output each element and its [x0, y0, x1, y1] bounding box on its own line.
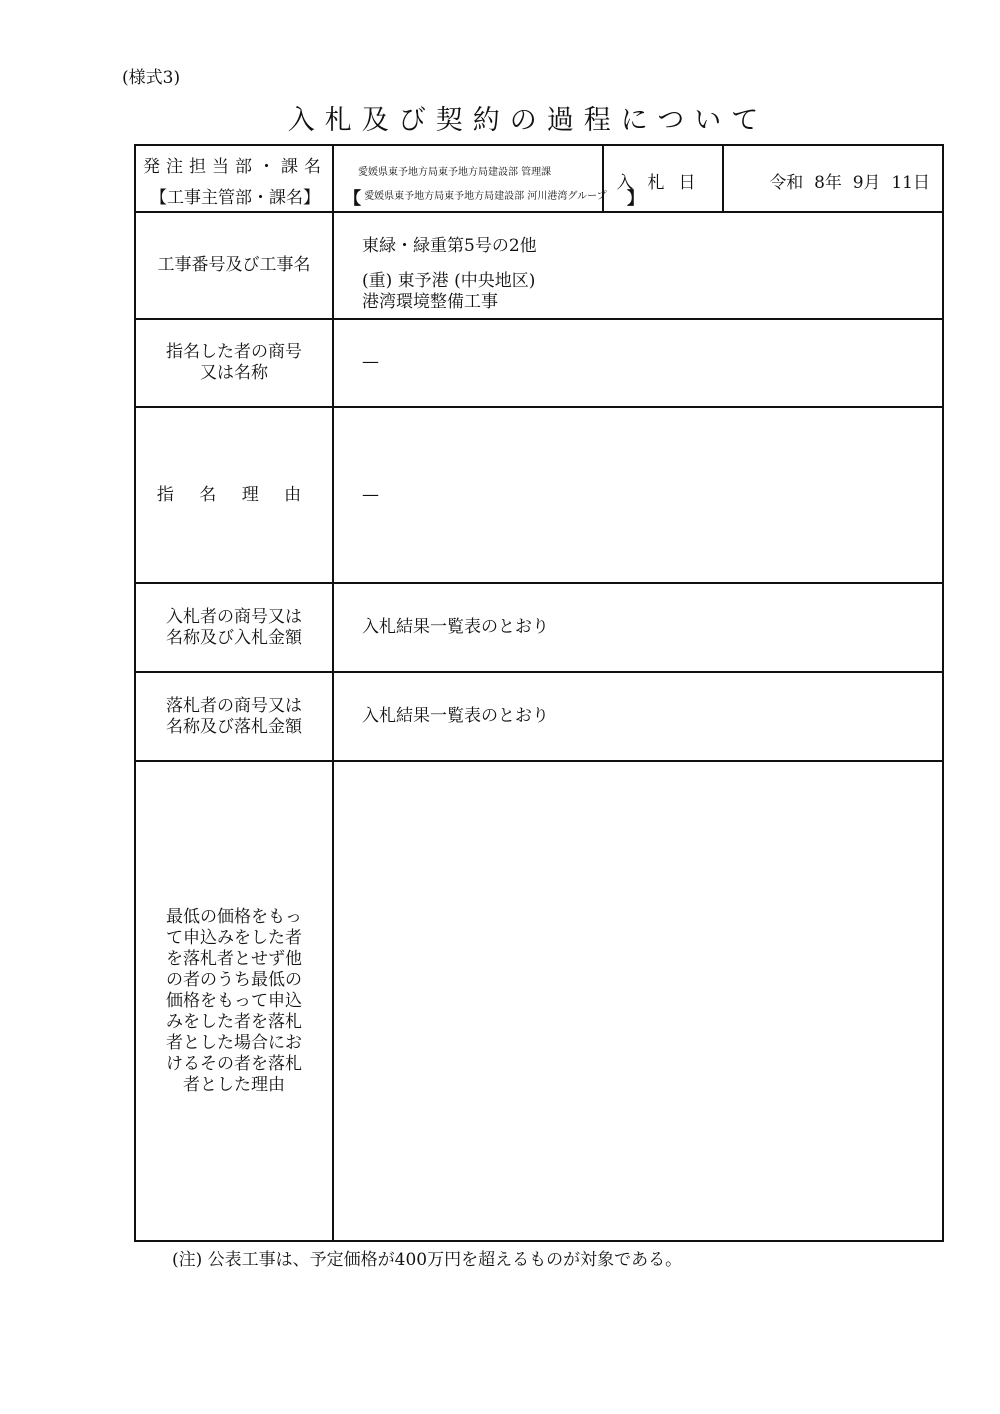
form-number: (様式3) — [122, 68, 181, 88]
nonlowest-label-cell — [136, 762, 332, 1240]
nonlowest-label-line: て申込みをした者 — [166, 927, 302, 948]
supervising-dept-line — [344, 184, 644, 209]
bidders-label-line: 名称及び入札金額 — [166, 627, 302, 648]
bidders-label-cell — [136, 584, 332, 671]
work-name-label-cell — [136, 213, 332, 318]
nonlowest-label-line: けるその者を落札 — [166, 1053, 302, 1074]
column-divider — [332, 144, 334, 1242]
bidders-label-line: 入札者の商号又は — [166, 606, 302, 627]
reason-label-cell — [136, 408, 332, 582]
nominee-label-line: 指名した者の商号 — [166, 342, 302, 362]
nonlowest-label-line: みをした者を落札 — [166, 1011, 302, 1032]
bid-date-value: 令和 8年 9月 11日 — [769, 173, 930, 193]
supervising-dept-label: 【工事主管部・課名】 — [150, 188, 320, 208]
winner-value: 入札結果一覧表のとおり — [362, 706, 549, 726]
nominee-label-cell — [136, 320, 332, 406]
table-border-right — [942, 144, 944, 1242]
nomination-reason-value: — — [362, 485, 379, 505]
work-name-label: 工事番号及び工事名 — [157, 255, 311, 275]
work-name-line1: (重) 東予港 (中央地区) — [362, 271, 536, 291]
table-border-bottom — [135, 1240, 944, 1242]
nomination-reason-label: 指 名 理 由 — [156, 484, 312, 505]
winner-label-line: 名称及び落札金額 — [166, 716, 302, 737]
nonlowest-label-line: 最低の価格をもっ — [166, 906, 302, 927]
winner-label-line: 落札者の商号又は — [166, 695, 302, 716]
footnote: (注) 公表工事は、予定価格が400万円を超えるものが対象である。 — [172, 1250, 683, 1270]
nonlowest-label-line: 者とした場合にお — [166, 1032, 302, 1053]
bidders-value: 入札結果一覧表のとおり — [362, 617, 549, 637]
bracket-open: 【 — [344, 189, 361, 209]
table-border-top — [135, 144, 944, 146]
supervising-dept-name: 愛媛県東予地方局東予地方局建設部 河川港湾グループ — [364, 191, 607, 202]
nonlowest-label-line: を落札者とせず他 — [166, 948, 302, 969]
nonlowest-label-line: の者のうち最低の — [166, 969, 302, 990]
column-divider — [722, 144, 724, 212]
nonlowest-label-line: 者とした理由 — [183, 1074, 285, 1095]
nonlowest-label-line: 価格をもって申込 — [166, 990, 302, 1011]
nominee-label-line: 又は名称 — [200, 363, 268, 383]
bracket-close: 】 — [626, 189, 644, 209]
nominee-value: — — [362, 352, 379, 372]
winner-label-cell — [136, 673, 332, 760]
bid-date-label: 入札日 — [616, 173, 710, 193]
page-title: 入札及び契約の過程について — [287, 105, 769, 136]
ordering-dept-name: 愛媛県東予地方局東予地方局建設部 管理課 — [358, 167, 552, 178]
work-number: 東緑・緑重第5号の2他 — [362, 236, 537, 256]
work-name-line2: 港湾環境整備工事 — [362, 292, 498, 312]
dept-label: 発注担当部・課名 — [143, 157, 327, 177]
